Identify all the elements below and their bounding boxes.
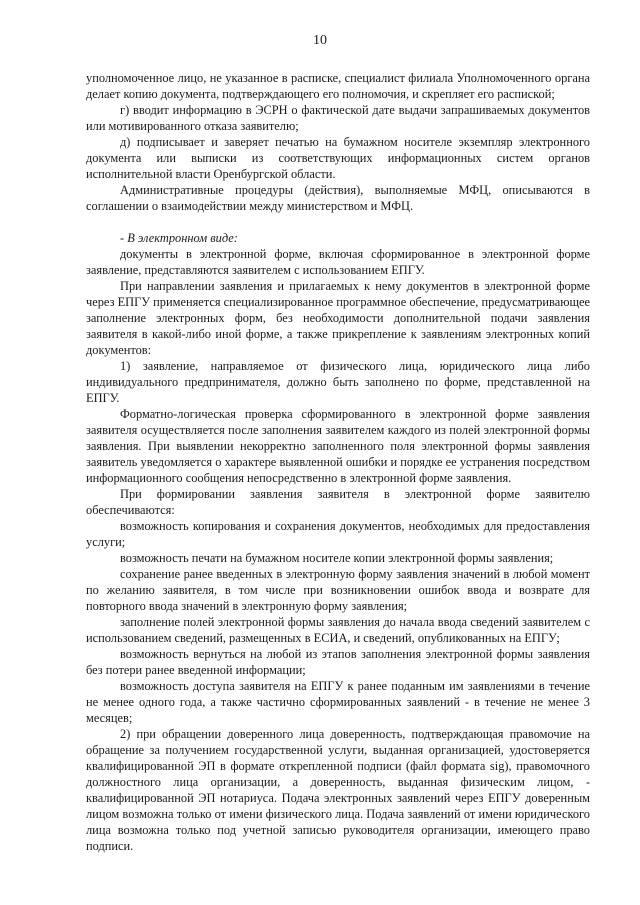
paragraph-p03: д) подписывает и заверяет печатью на бумажном носителе экземпляр электронного документа или выписки из соответствующих информационных систем органов исполнительной власти Оренбургской области.	[86, 135, 590, 181]
paragraph-p09: Форматно-логическая проверка сформированного в электронной форме заявления заявителя осуществляется после заполнения заявителем каждого из полей электронной формы заявления. При выявлении некорректно заполненного поля электронной формы заявления заявитель уведомляется о характере выявленной ошибки и порядке ее устранения посредством информационного сообщения непосредственно в электронной форме заявления.	[86, 407, 590, 485]
paragraph-p13: сохранение ранее введенных в электронную форму заявления значений в любой момент по желанию заявителя, в том числе при возникновении ошибок ввода и возврате для повторного ввода значений в электронную форму заявления;	[86, 567, 590, 613]
page-number: 10	[313, 33, 327, 48]
paragraph-p11: возможность копирования и сохранения документов, необходимых для предоставления услуги;	[86, 519, 590, 549]
paragraph-p07: При направлении заявления и прилагаемых к нему документов в электронной форме через ЕПГУ применяется специализированное программное обеспечение, предусматривающее заполнение электронных форм, без необходимости дополнительной подачи заявления заявителя в какой-либо иной форме, а также прикрепление к заявлениям электронных копий документов:	[86, 279, 590, 357]
paragraph-p10: При формировании заявления заявителя в электронной форме заявителю обеспечиваются:	[86, 487, 590, 517]
paragraph-p01: уполномоченное лицо, не указанное в расписке, специалист филиала Уполномоченного органа делает копию документа, подтверждающего его полномочия, и скрепляет его распиской;	[86, 71, 590, 101]
paragraph-p02: г) вводит информацию в ЭСРН о фактической дате выдачи запрашиваемых документов или мотивированного отказа заявителю;	[86, 103, 590, 133]
paragraph-p12: возможность печати на бумажном носителе копии электронной формы заявления;	[120, 551, 554, 565]
paragraph-p04: Административные процедуры (действия), выполняемые МФЦ, описываются в соглашении о взаимодействии между министерством и МФЦ.	[86, 183, 590, 213]
paragraph-p08: 1) заявление, направляемое от физического лица, юридического лица либо индивидуального предпринимателя, должно быть заполнено по форме, представленной на ЕПГУ.	[86, 359, 590, 405]
paragraph-p05: - В электронном виде:	[120, 231, 238, 245]
paragraph-p16: возможность доступа заявителя на ЕПГУ к ранее поданным им заявлениями в течение не менее одного года, а также частично сформированных заявлений - в течение не менее 3 месяцев;	[86, 679, 590, 725]
document-body	[86, 70, 590, 854]
paragraph-p15: возможность вернуться на любой из этапов заполнения электронной формы заявления без потери ранее введенной информации;	[86, 647, 590, 677]
paragraph-p14: заполнение полей электронной формы заявления до начала ввода сведений заявителем с использованием сведений, размещенных в ЕСИА, и сведений, опубликованных на ЕПГУ;	[86, 615, 590, 645]
paragraph-p06: документы в электронной форме, включая сформированное в электронной форме заявление, представляются заявителем с использованием ЕПГУ.	[86, 247, 590, 277]
paragraph-p17: 2) при обращении доверенного лица доверенность, подтверждающая правомочие на обращение за получением государственной услуги, выданная организацией, удостоверяется квалифицированной ЭП в формате открепленной подписи (файл формата sig), правомочного должностного лица организации, а доверенность, выданная физическим лицом, - квалифицированной ЭП нотариуса. Подача электронных заявлений через ЕПГУ доверенным лицом возможна только от имени физического лица. Подача заявлений от имени юридического лица возможна только под учетной записью руководителя организации, имеющего право подписи.	[86, 727, 590, 853]
